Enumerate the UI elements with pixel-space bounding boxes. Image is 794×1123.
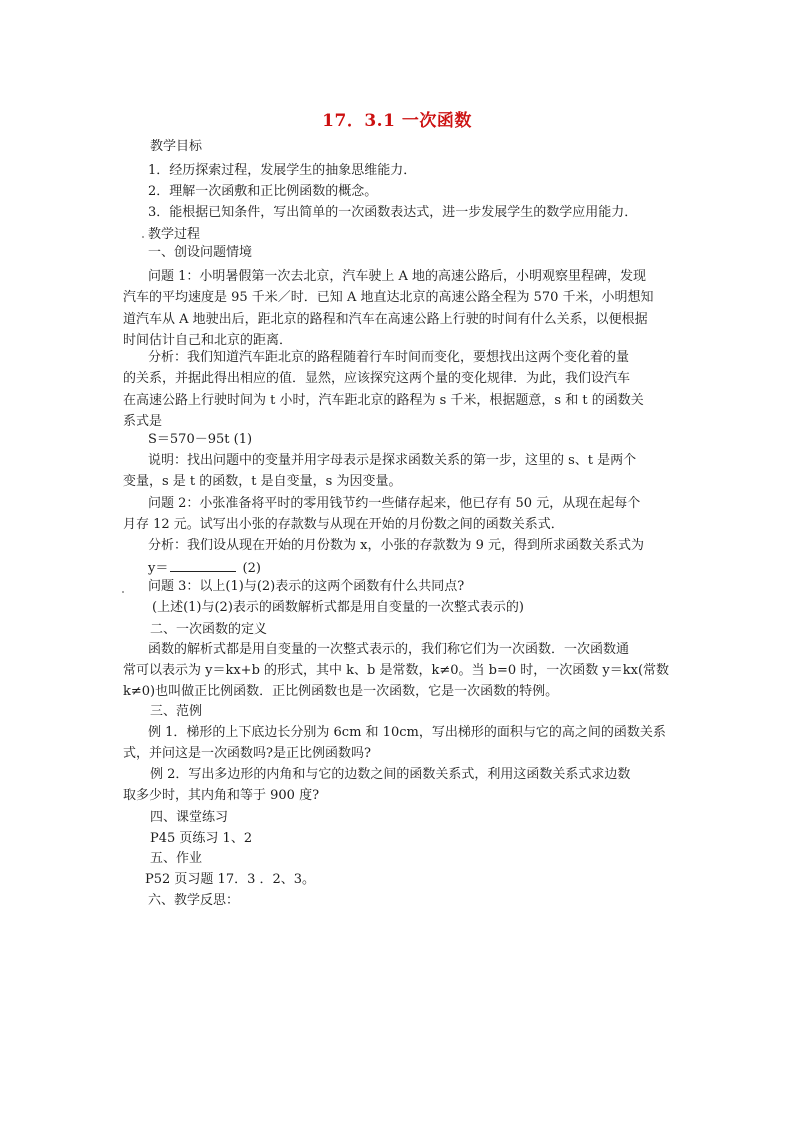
paragraph-line: 分析：我们知道汽车距北京的路程随着行车时间而变化，要想找出这两个变化着的量 [148, 350, 630, 365]
paragraph-line: 变量，s 是 t 的函数，t 是自变量，s 为因变量。 [123, 474, 402, 489]
paragraph-line: 分析：我们设从现在开始的月份数为 x，小张的存款数为 9 元，得到所求函数关系式为 [148, 538, 645, 553]
paragraph-line: 的关系，并据此得出相应的值．显然，应该探究这两个量的变化规律．为此，我们设汽车 [123, 371, 631, 386]
subsection-heading: 一、创设问题情境 [148, 245, 253, 260]
paragraph-line: 汽车的平均速度是 95 千米／时．已知 A 地直达北京的高速公路全程为 570 千米，小明想知 [123, 290, 654, 305]
paragraph-line: P45 页练习 1、2 [150, 831, 253, 846]
paragraph-line: 问题 3：以上(1)与(2)表示的这两个函数有什么共同点? [148, 579, 465, 594]
page-title: 17．3.1 一次函数 [322, 111, 472, 131]
paragraph-line: 在高速公路上行驶时间为 t 小时，汽车距北京的路程为 s 千米，根据题意，s 和 t 的函数关 [123, 393, 644, 408]
paragraph-line: 时间估计自己和北京的距离． [123, 333, 293, 348]
paragraph-line: 道汽车从 A 地驶出后，距北京的路程和汽车在高速公路上行驶的时间有什么关系，以便根据 [123, 312, 648, 327]
paragraph-line: 常可以表示为 y＝kx+b 的形式，其中 k、b 是常数，k≠0。当 b=0 时，一次函数 y＝kx(常数 [123, 663, 670, 678]
paragraph-line: 函数的解析式都是用自变量的一次整式表示的，我们称它们为一次函数．一次函数通 [148, 642, 630, 657]
paragraph-line: P52 页习题 17．3 ．2、3。 [145, 872, 316, 887]
paragraph-line: 说明：找出问题中的变量并用字母表示是探求函数关系的第一步，这里的 s、t 是两个 [148, 453, 637, 468]
formula-number: (2) [242, 561, 261, 576]
section-heading-process: 教学过程 [148, 227, 201, 242]
paragraph-line: 取多少时，其内角和等于 900 度? [123, 788, 320, 803]
answer-blank [170, 559, 236, 572]
section-heading-objectives: 教学目标 [150, 139, 203, 154]
formula-lhs: y＝ [148, 561, 169, 576]
paragraph-line: 月存 12 元。试写出小张的存款数与从现在开始的月份数之间的函数关系式． [123, 517, 564, 532]
paragraph-line: 问题 2：小张准备将平时的零用钱节约一些储存起来，他已存有 50 元，从现在起每个 [148, 496, 641, 511]
subsection-heading: 五、作业 [150, 851, 203, 866]
subsection-heading: 六、教学反思： [148, 893, 240, 908]
subsection-heading: 四、课堂练习 [150, 810, 229, 825]
objective-item: 1．经历探索过程，发展学生的抽象思维能力． [148, 163, 417, 178]
paragraph-line: k≠0)也叫做正比例函数．正比例函数也是一次函数，它是一次函数的特例。 [123, 684, 559, 699]
paragraph-line: 式，并问这是一次函数吗?是正比例函数吗? [123, 746, 371, 761]
paragraph-line: 例 2．写出多边形的内角和与它的边数之间的函数关系式，利用这函数关系式求边数 [150, 767, 631, 782]
paragraph-line: 系式是 [123, 414, 163, 429]
objective-item: 3．能根据已知条件，写出简单的一次函数表达式，进一步发展学生的数学应用能力． [148, 205, 638, 220]
formula-line: S＝570－95t (1) [148, 432, 253, 447]
bullet-mark [142, 236, 144, 238]
subsection-heading: 二、一次函数的定义 [150, 622, 268, 637]
bullet-mark [122, 591, 124, 593]
paragraph-line: 例 1．梯形的上下底边长分别为 6cm 和 10cm，写出梯形的面积与它的高之间的函数关系 [148, 725, 666, 740]
subsection-heading: 三、范例 [150, 704, 203, 719]
objective-item: 2．理解一次函敷和正比例函数的概念。 [148, 184, 378, 199]
paragraph-line: 问题 1：小明暑假第一次去北京，汽车驶上 A 地的高速公路后，小明观察里程碑，发现 [148, 269, 647, 284]
paragraph-line: (上述(1)与(2)表示的函数解析式都是用自变量的一次整式表示的) [152, 600, 524, 615]
formula-line [148, 559, 261, 577]
